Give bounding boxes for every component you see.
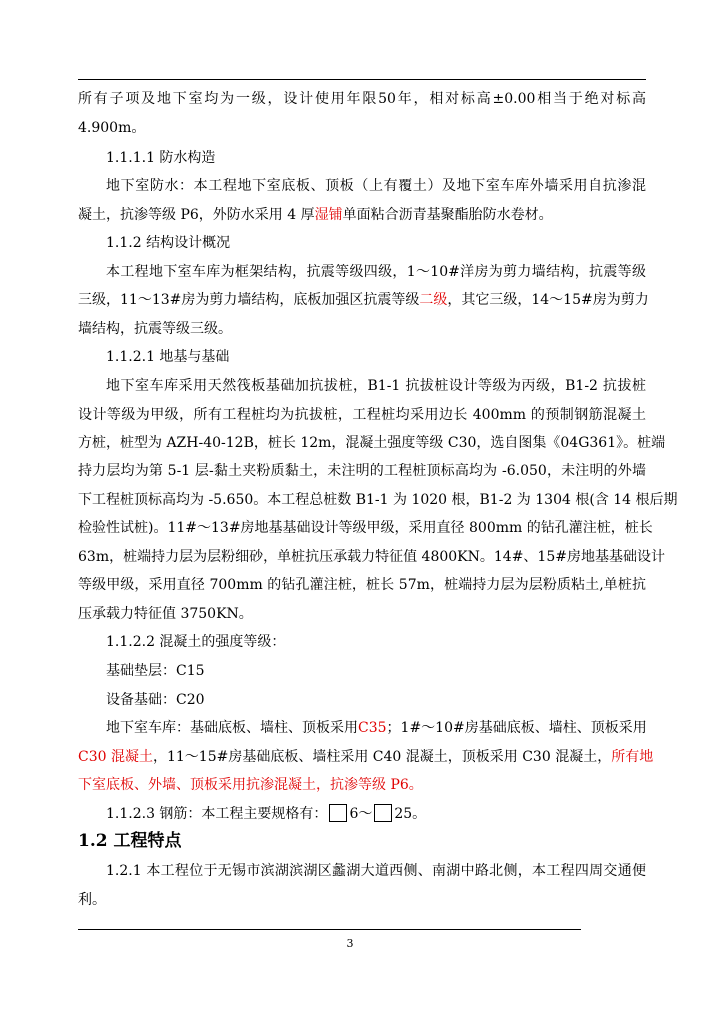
text-run: 凝土，抗渗等级 P6，外防水采用 4 厚: [78, 207, 315, 223]
highlighted-text: 湿铺: [314, 207, 343, 223]
paragraph-line: [106, 718, 646, 738]
header-rule: [78, 79, 646, 80]
paragraph-line: 本工程地下室车库为框架结构，抗震等级四级，1～10#洋房为剪力墙结构，抗震等级: [106, 264, 646, 280]
paragraph-line: 基础垫层：C15: [106, 663, 205, 679]
paragraph-line: 设计等级为甲级，所有工程桩均为抗拔桩，工程桩均采用边长 400mm 的预制钢筋混凝土: [78, 407, 646, 423]
text-run: ，11～15#房基础底板、墙柱采用 C40 混凝土，顶板采用 C30 混凝土，: [152, 749, 612, 765]
text-run: ；1#～10#房基础底板、墙柱、顶板采用: [386, 720, 647, 736]
text-run: 地下室车库：基础底板、墙柱、顶板采用: [106, 720, 358, 736]
paragraph-line: 墙结构，抗震等级三级。: [78, 321, 232, 337]
paragraph-line: 所有子项及地下室均为一级，设计使用年限50年，相对标高±0.00相当于绝对标高: [78, 91, 646, 107]
paragraph-line: 地下室防水：本工程地下室底板、顶板（上有覆土）及地下室车库外墙采用自抗渗混: [106, 178, 646, 194]
paragraph-line: 4.900m。: [78, 120, 146, 136]
rebar-symbol-box: [329, 804, 347, 822]
paragraph-line: 63m，桩端持力层为层粉细砂，单桩抗压承载力特征值 4800KN。14#、15#房地基基础设计: [78, 549, 665, 565]
paragraph-line: 设备基础：C20: [106, 692, 205, 708]
paragraph-line: 持力层均为第 5-1 层-黏土夹粉质黏土，未注明的工程桩顶标高均为 -6.050，未注明的外墙: [78, 463, 646, 479]
highlighted-paragraph-line: 下室底板、外墙、顶板采用抗渗混凝土，抗渗等级 P6。: [78, 777, 423, 793]
highlighted-text: 二级: [419, 292, 448, 308]
paragraph-line: 1.2.1 本工程位于无锡市滨湖滨湖区蠡湖大道西侧、南湖中路北侧，本工程四周交通便: [106, 863, 646, 879]
text-run: ，其它三级，14～15#房为剪力: [447, 292, 649, 308]
page-number: 3: [346, 937, 354, 950]
section-heading: 1.1.2.2 混凝土的强度等级：: [106, 634, 286, 650]
paragraph-line: 方桩，桩型为 AZH-40-12B，桩长 12m，混凝土强度等级 C30，选自图集《04G361》。桩端: [78, 435, 666, 451]
paragraph-line: 压承载力特征值 3750KN。: [78, 606, 253, 622]
highlighted-text: 所有地: [611, 749, 654, 765]
text-run: 三级，11～13#房为剪力墙结构，底板加强区抗震等级: [78, 292, 420, 308]
paragraph-line: [78, 290, 649, 310]
paragraph-line: [106, 804, 646, 824]
paragraph-line: 地下室车库采用天然筏板基础加抗拔桩，B1-1 抗拔桩设计等级为丙级，B1-2 抗拔桩: [106, 378, 646, 394]
paragraph-line: 下工程桩顶标高均为 -5.650。本工程总桩数 B1-1 为 1020 根，B1-2 为 1304 根(含 14 根后期: [78, 492, 678, 508]
paragraph-line: 检验性试桩)。11#～13#房地基基础设计等级甲级，采用直径 800mm 的钻孔灌注桩，桩长: [78, 520, 653, 536]
highlighted-text: C35: [358, 720, 387, 736]
paragraph-line: [78, 747, 654, 767]
section-heading: 1.1.2.1 地基与基础: [106, 349, 230, 365]
section-heading: 1.1.1.1 防水构造: [106, 150, 216, 166]
text-run: 1.1.2.3 钢筋：本工程主要规格有：: [106, 806, 328, 822]
text-run: 单面粘合沥青基聚酯胎防水卷材。: [342, 207, 553, 223]
text-run: 6～: [349, 806, 373, 822]
footer-rule: [78, 929, 581, 930]
paragraph-line: 等级甲级，采用直径 700mm 的钻孔灌注桩，桩长 57m，桩端持力层为层粉质粘土,单桩抗: [78, 577, 646, 593]
rebar-symbol-box: [374, 804, 392, 822]
paragraph-line: [78, 205, 646, 225]
section-title: 1.2 工程特点: [78, 831, 182, 851]
text-run: 25。: [394, 806, 427, 822]
section-heading: 1.1.2 结构设计概况: [106, 235, 231, 251]
highlighted-text: C30 混凝土: [78, 749, 153, 765]
paragraph-line: 利。: [78, 892, 106, 908]
